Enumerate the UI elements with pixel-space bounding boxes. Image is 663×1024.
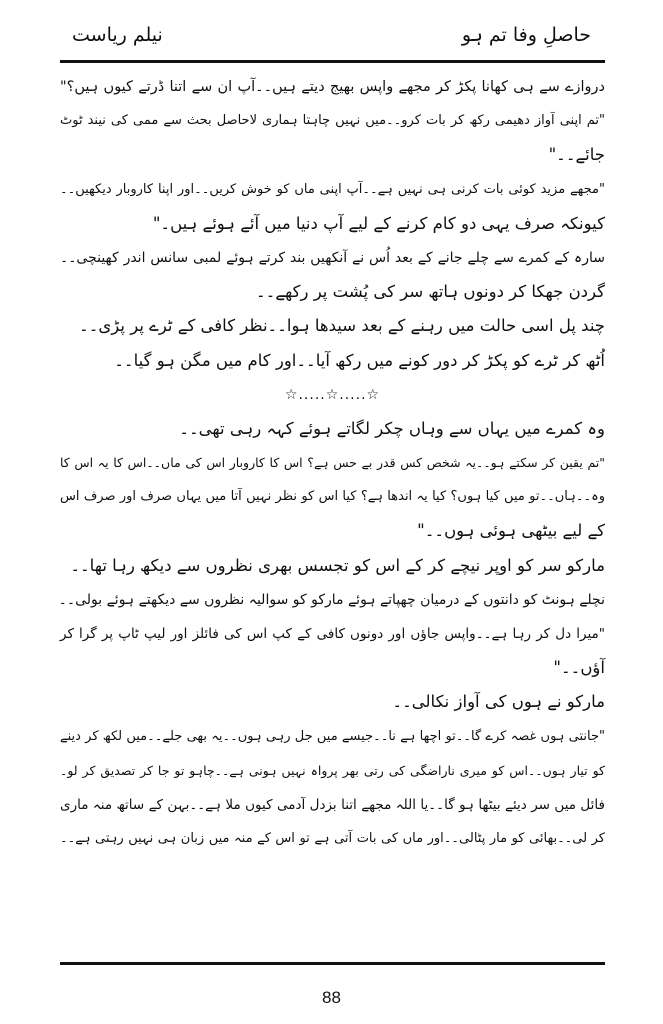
text-line: وہ کمرے میں یہاں سے وہاں چکر لگاتے ہوئے کہہ رہی تھی۔۔ [179,418,605,438]
footer-rule [60,962,605,965]
header-rule [60,60,605,63]
text-line: سارہ کے کمرے سے چلے جانے کے بعد اُس نے آنکھیں بند کرتے ہوئے لمبی سانس اندر کھینچی۔۔ [60,249,605,266]
page-number: 88 [322,988,341,1007]
text-line: نچلے ہونٹ کو دانتوں کے درمیان چھپاتے ہوئے مارکو کو سوالیہ نظروں سے دیکھتے ہوئے بولی۔۔ [58,591,605,608]
running-header-author: نیلم ریاست [72,24,163,46]
text-line: آؤں۔۔" [553,658,605,678]
running-header-book-title: حاصلِ وفا تم ہو [461,24,591,46]
body-text [60,70,605,856]
text-line: "تم اپنی آواز دھیمی رکھ کر بات کرو۔۔میں نہیں چاہتا ہماری لاحاصل بحث سے ممی کی نیند ٹوٹ [60,113,605,129]
text-line: چند پل اسی حالت میں رہنے کے بعد سیدھا ہوا۔۔نظر کافی کے ٹرے پر پڑی۔۔ [79,316,605,336]
text-line: "مجھے مزید کوئی بات کرنی ہی نہیں ہے۔۔آپ اپنی ماں کو خوش کریں۔۔اور اپنا کاروبار دیکھیں۔۔ [60,181,605,197]
scene-break-stars: ☆.....☆.....☆ [284,386,381,403]
text-line: مارکو نے ہوں کی آواز نکالی۔۔ [392,692,605,712]
text-line: دروازے سے ہی کھانا پکڑ کر مجھے واپس بھیج دیتے ہیں۔۔آپ ان سے اتنا ڈرتے کیوں ہیں؟" [60,79,605,95]
text-line: مارکو سر کو اوپر نیچے کر کے اس کو تجسس بھری نظروں سے دیکھ رہا تھا۔۔ [70,555,605,575]
text-line: کر لی۔۔بھائی کو مار پٹالی۔۔اور ماں کی بات آتی ہے تو اس کے منہ میں زبان ہی نہیں رہتی ہے۔۔ [60,831,605,847]
text-line: کو تیار ہوں۔۔اس کو میری ناراضگی کی رتی بھر پرواہ نہیں ہونی ہے۔۔چاہو تو جا کر تصدیق کر لو۔ [60,762,605,778]
text-line: وہ۔۔ہاں۔۔تو میں کیا ہوں؟ کیا یہ اندھا ہے؟ کیا اس کو نظر نہیں آتا میں یہاں صرف اور صرف اس [60,489,605,505]
text-line: گردن جھکا کر دونوں ہاتھ سر کی پُشت پر رکھے۔۔ [256,282,605,302]
text-line: فائل میں سر دیئے بیٹھا ہو گا۔۔یا اللہ مجھے اتنا بزدل آدمی کیوں ملا ہے۔۔بہن کے ساتھ منہ ماری [60,796,605,813]
text-line: اُٹھ کر ٹرے کو پکڑ کر دور کونے میں رکھ آیا۔۔اور کام میں مگن ہو گیا۔۔ [114,350,605,370]
text-line: "میرا دل کر رہا ہے۔۔واپس جاؤں اور دونوں کافی کے کپ اس کی فائلز اور لیپ ٹاپ پر گرا کر [60,626,605,642]
text-line: کیونکہ صرف یہی دو کام کرنے کے لیے آپ دنیا میں آئے ہوئے ہیں۔" [152,213,605,233]
text-line: کے لیے بیٹھی ہوئی ہوں۔۔" [417,521,605,541]
text-line: "تم یقین کر سکتے ہو۔۔یہ شخص کس قدر بے حس ہے؟ اس کا کاروبار اس کی ماں۔۔اس کا یہ اس کا [60,455,605,471]
text-line: "جانتی ہوں غصہ کرے گا۔۔تو اچھا ہے نا۔۔جیسے میں جل رہی ہوں۔۔یہ بھی جلے۔۔میں لکھ کر دینے [60,728,605,744]
text-line: جائے۔۔" [548,145,605,165]
